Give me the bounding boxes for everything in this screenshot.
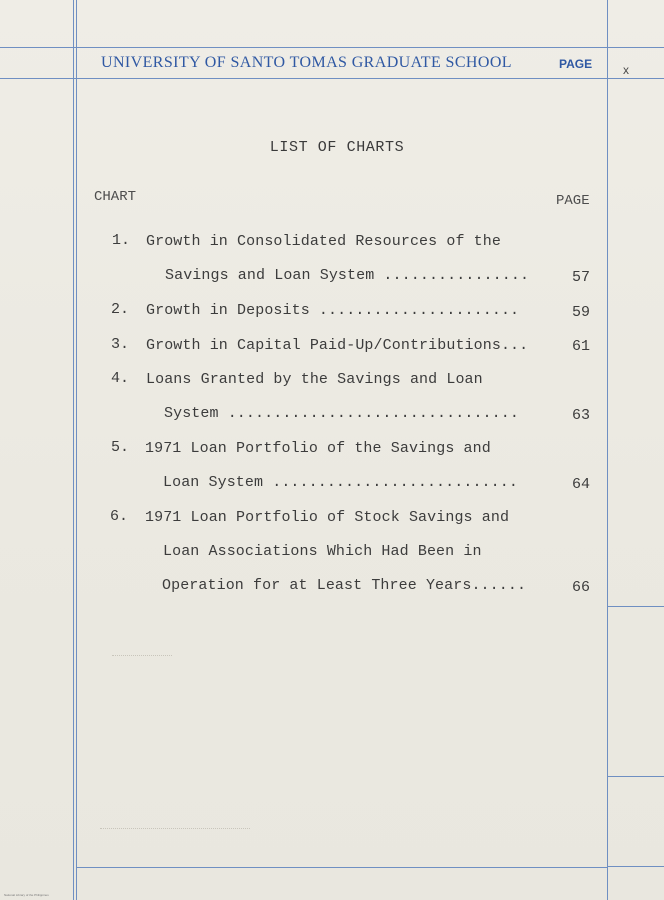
entry-3-number: 3.: [111, 336, 130, 353]
left-margin-rule-inner: [76, 0, 77, 900]
entry-3-page: 61: [572, 338, 591, 355]
entry-4-page: 63: [572, 407, 591, 424]
entry-5-number: 5.: [111, 439, 130, 456]
header-page-label: PAGE: [559, 57, 593, 71]
header-bottom-rule: [0, 78, 664, 79]
column-header-page: PAGE: [556, 193, 590, 209]
margin-rule-2: [607, 776, 664, 777]
entry-5-line-2: Loan System ...........................: [163, 474, 518, 491]
left-margin-rule: [73, 0, 74, 900]
page-number: x: [623, 63, 629, 77]
list-title-text: LIST OF CHARTS: [269, 139, 405, 156]
entry-6-line-1: 1971 Loan Portfolio of Stock Savings and: [145, 509, 510, 526]
entry-6-page: 66: [572, 579, 591, 596]
entry-5-page: 64: [572, 476, 591, 493]
institution-header: UNIVERSITY OF SANTO TOMAS GRADUATE SCHOOL: [101, 54, 512, 71]
entry-1-line-2: Savings and Loan System ................: [165, 267, 530, 284]
entry-1-line-1: Growth in Consolidated Resources of the: [146, 233, 501, 250]
entry-2-page: 59: [572, 304, 591, 321]
entry-6-line-2: Loan Associations Which Had Been in: [163, 543, 482, 560]
entry-6-line-3: Operation for at Least Three Years......: [162, 577, 527, 594]
entry-1-number: 1.: [112, 232, 131, 249]
bleed-through-mark: [100, 828, 250, 830]
entry-4-line-2: System ................................: [164, 405, 519, 422]
right-margin-rule: [607, 0, 608, 900]
column-header-chart: CHART: [94, 189, 137, 205]
entry-3-line-1: Growth in Capital Paid-Up/Contributions...: [146, 337, 529, 354]
entry-6-number: 6.: [110, 508, 129, 525]
library-watermark: National Library of the Philippines: [4, 893, 49, 897]
footer-rule: [76, 867, 607, 868]
margin-rule-3: [607, 866, 664, 867]
margin-rule-1: [607, 606, 664, 607]
header-top-rule: [0, 47, 664, 48]
entry-2-line-1: Growth in Deposits ......................: [146, 302, 520, 319]
entry-4-line-1: Loans Granted by the Savings and Loan: [146, 371, 483, 388]
entry-2-number: 2.: [111, 301, 130, 318]
list-title: [0, 139, 664, 156]
entry-5-line-1: 1971 Loan Portfolio of the Savings and: [145, 440, 491, 457]
entry-4-number: 4.: [111, 370, 130, 387]
entry-1-page: 57: [572, 269, 591, 286]
bleed-through-mark: [112, 655, 172, 657]
